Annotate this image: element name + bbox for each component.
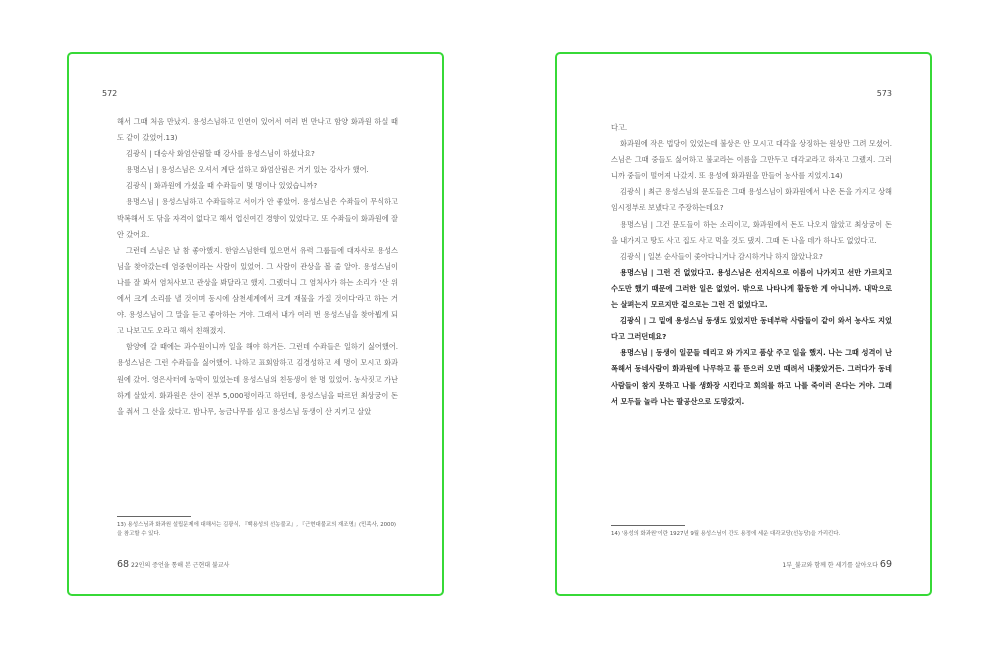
body-text	[611, 120, 892, 410]
body-text	[117, 114, 398, 420]
paragraph: 김광식 | 화과원에 가셨을 때 수좌들이 몇 명이나 있었습니까?	[126, 181, 318, 191]
footer-page-number: 69	[879, 559, 892, 570]
footer-book-title: 22인의 증언을 통해 본 근현대 불교사	[131, 562, 230, 569]
paragraph: 용명스님 | 동생이 일꾼들 데리고 와 가지고 품삯 주고 일을 했지. 나는 그때 성격이 난폭해서 동네사람이 화과원에 나무하고 풀 뜯으러 오면 때려서 내쫓았거든. 그러다가 동네사람들이 참지 못하고 나를 생화장 시킨다고 회의를 하고 나를 죽이러 온다는 거야. 그래서 모두들 놀라 나는 팔공산으로 도망갔지.	[611, 348, 892, 406]
paragraph: 다고.	[611, 123, 628, 132]
paragraph: 화과원에 작은 법당이 있었는데 불상은 안 모시고 대각을 상징하는 원상만 그려 모셨어. 스님은 그때 중들도 싫어하고 불교라는 이름을 그만두고 대각교라고 하자고 그랬지. 그러니까 중들이 떨어져 나갔지. 또 용성에 화과원을 만들어 농사를 지었지.14)	[611, 139, 892, 181]
paragraph: 용명스님 | 그건 문도들이 하는 소리이고, 화과원에서 돈도 나오지 않았고 최상궁이 돈을 내가지고 땅도 사고 집도 사고 먹을 것도 댔지. 그때 돈 나올 데가 하나도 없었다고.	[611, 219, 892, 245]
right-page	[555, 52, 932, 596]
paragraph: 용명스님 | 그런 건 없었다고. 용성스님은 선지식으로 이름이 나가지고 선만 가르치고 수도만 했기 때문에 그러한 일은 없었어. 밖으로 나타나게 활동한 게 아니니까. 내막으로는 살펴는지 모르지만 겉으로는 그런 건 없었다고.	[611, 267, 892, 310]
footer-page-number: 68	[117, 559, 130, 570]
footnote-divider	[117, 516, 191, 517]
footnote: 14) '용성의 화과원'이란 1927년 9월 용성스님이 간도 용정에 세운 대각교당(선농당)을 가리킨다.	[611, 531, 841, 537]
page-number-top: 572	[102, 89, 118, 98]
paragraph: 김광식 | 대승사 화엄산림할 때 강사를 용성스님이 하셨나요?	[126, 149, 315, 159]
paragraph: 김광식 | 그 밑에 용성스님 동생도 있었지만 동네부락 사람들이 같이 와서 농사도 지었다고 그러던데요?	[611, 316, 892, 342]
footer-part-title: 1부_불교와 함께 한 세기를 살아오다	[782, 562, 878, 569]
page-number-top: 573	[876, 89, 892, 98]
paragraph: 김광식 | 최근 용성스님의 문도들은 그때 용성스님이 화과원에서 나온 돈을 가지고 상해 임시정부로 보냈다고 주장하는데요?	[611, 187, 892, 213]
page-footer	[117, 559, 229, 570]
paragraph: 김광식 | 일본 순사들이 좇아다니거나 감시하거나 하지 않았나요?	[620, 251, 823, 261]
paragraph: 해서 그때 처음 만났지. 용성스님하고 인연이 있어서 여러 번 만나고 함양 화과원 하실 때도 같이 갔었어.13)	[117, 117, 398, 143]
paragraph: 용명스님 | 용성스님은 오셔서 계단 설하고 화엄산림은 거기 있는 강사가 했어.	[126, 165, 369, 175]
paragraph: 함양에 갈 때에는 과수원이니까 일을 해야 하거든. 그런데 수좌들은 일하기 싫어했어. 용성스님은 그런 수좌들을 싫어했어. 나하고 표회암하고 김경성하고 세 명이 모시고 화과원에 갔어. 영은사터에 농막이 있었는데 용성스님의 친동생이 한 명 있었어. 농사짓고 가난하게 살았지. 화과원은 산이 전부 5,000평이라고 하던데, 용성스님을 따르던 최상궁이 돈을 줘서 그 산을 샀다고. 밤나무, 능금나무를 심고 용성스님 동생이 산 지키고 살았	[117, 342, 398, 416]
paragraph: 용명스님 | 용성스님하고 수좌들하고 서이가 안 좋았어. 용성스님은 수좌들이 무식하고 박복해서 도 닦을 자격이 없다고 해서 업신여긴 경향이 있었다고. 또 수좌들이 화과원에 잘 안 갔어요.	[117, 197, 398, 239]
left-page	[67, 52, 444, 596]
footnote: 13) 용성스님과 화과원 설립문제에 대해서는 김광식, 『백용성의 선농불교』, 『근현대불교의 재조명』(민족사, 2000)을 참고할 수 있다.	[117, 522, 397, 537]
page-footer	[782, 559, 892, 570]
paragraph: 그런데 스님은 날 참 좋아했지. 한암스님한테 있으면서 유력 그룹들에 대자사로 용성스님을 찾아갔는데 염중현이라는 사람이 있었어. 그 사람이 관상을 볼 줄 알아. 용성스님이 나를 잘 봐서 염처사보고 관상을 봐달라고 했지. 그랬더니 그 염처사가 하는 소리가 '산 위에서 크게 소리를 낼 것이며 동시에 삼천세계에서 크게 재물을 가질 것이다'라고 하는 거야. 용성스님이 그 말을 듣고 좋아하는 거야. 그래서 내가 여러 번 용성스님을 찾아뵙게 되고 나보고도 오라고 해서 친해졌지.	[117, 245, 398, 336]
footnote-divider	[611, 525, 685, 526]
